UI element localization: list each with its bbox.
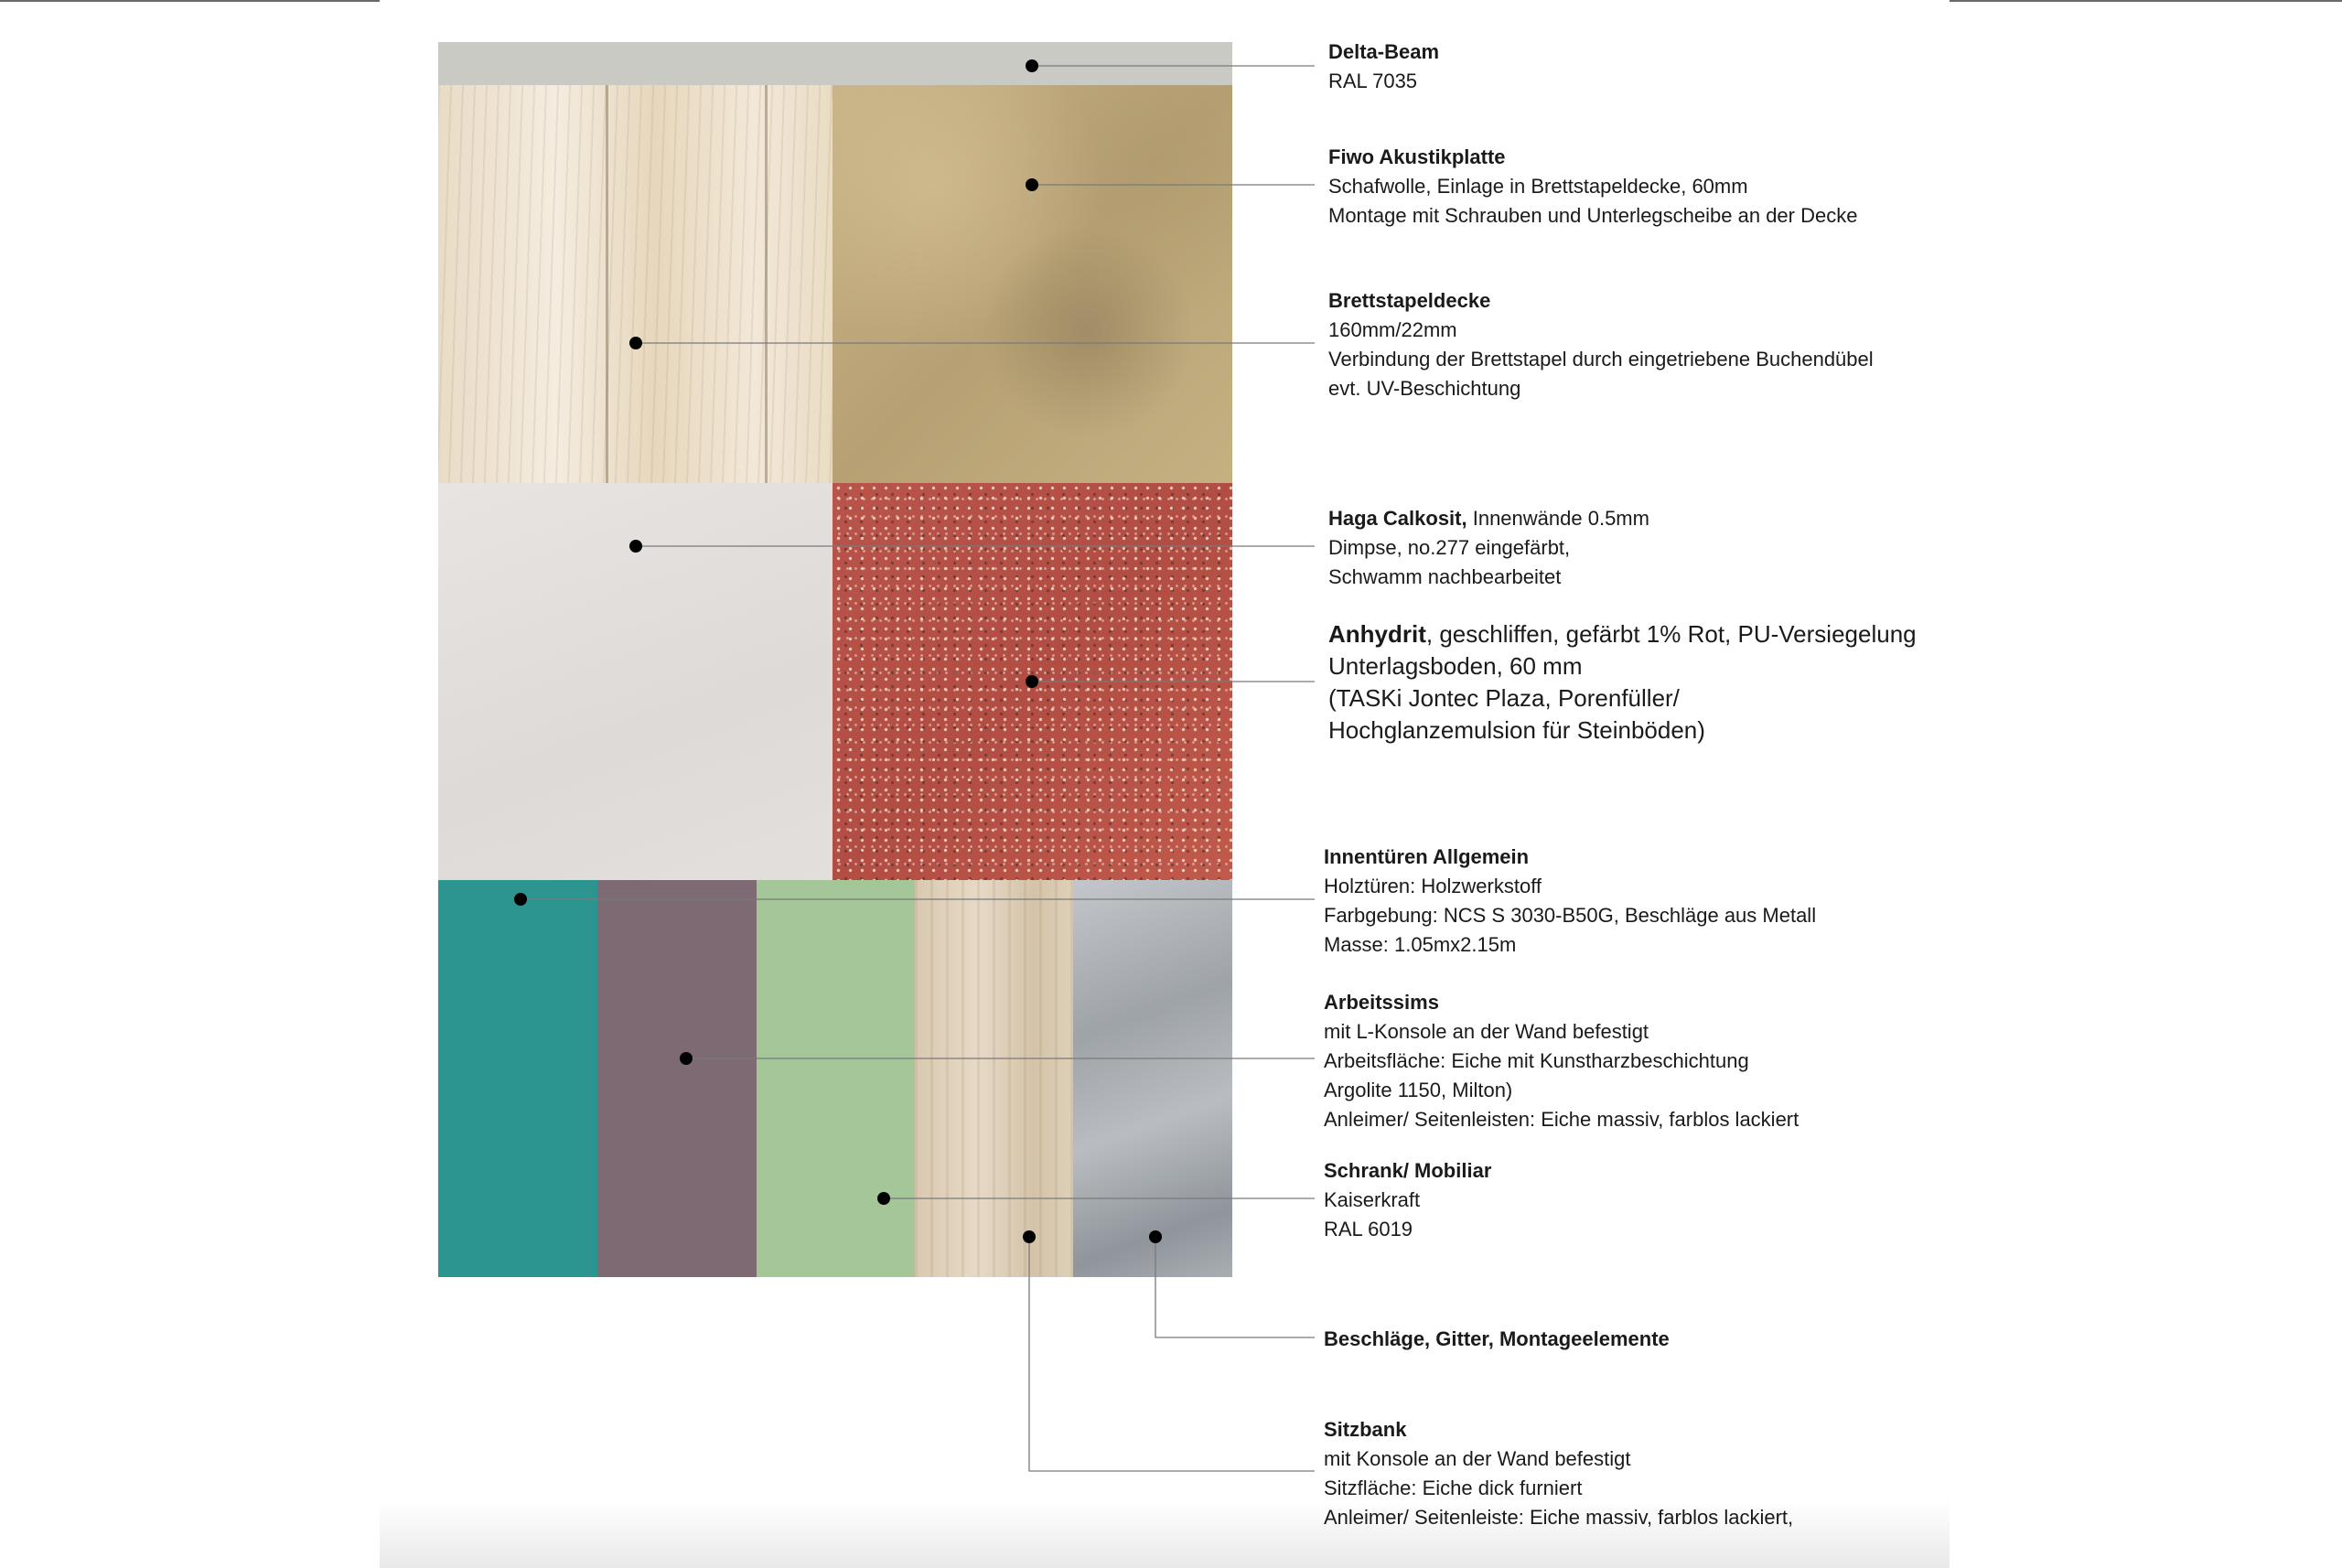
marker-brettstapel xyxy=(629,337,642,349)
marker-anhydrit xyxy=(1026,675,1038,688)
label-line: Dimpse, no.277 eingefärbt, xyxy=(1328,536,1571,559)
label-title: Brettstapeldecke xyxy=(1328,289,1491,312)
label-line: Anleimer/ Seitenleisten: Eiche massiv, farblos lackiert xyxy=(1324,1108,1799,1131)
label-title-rest: Innenwände 0.5mm xyxy=(1466,507,1649,530)
label-title: Haga Calkosit, xyxy=(1328,507,1467,530)
label-title: Delta-Beam xyxy=(1328,40,1440,63)
label-line: Unterlagsboden, 60 mm xyxy=(1328,652,1583,680)
label-title-rest: , geschliffen, gefärbt 1% Rot, PU-Versiegelung xyxy=(1425,620,1917,648)
label-title: Sitzbank xyxy=(1324,1418,1407,1441)
label-line: Farbgebung: NCS S 3030-B50G, Beschläge aus Metall xyxy=(1324,904,1817,927)
marker-sitzbank xyxy=(1023,1230,1036,1243)
label-arbeitssims xyxy=(1324,988,1799,1134)
marker-beschlaege xyxy=(1149,1230,1162,1243)
label-title-row xyxy=(1328,618,1917,650)
label-title: Anhydrit xyxy=(1328,620,1426,648)
marker-fiwo xyxy=(1026,178,1038,191)
label-line: RAL 7035 xyxy=(1328,70,1418,92)
label-line: Holztüren: Holzwerkstoff xyxy=(1324,875,1542,897)
label-line: 160mm/22mm xyxy=(1328,318,1457,341)
label-title: Innentüren Allgemein xyxy=(1324,845,1530,868)
label-line: mit Konsole an der Wand befestigt xyxy=(1324,1447,1631,1470)
leader-beschlaege xyxy=(1155,1237,1315,1337)
label-title-row xyxy=(1328,504,1649,533)
label-line: mit L-Konsole an der Wand befestigt xyxy=(1324,1020,1649,1043)
marker-innentueren xyxy=(514,893,527,906)
label-line: Anleimer/ Seitenleiste: Eiche massiv, farblos lackiert, xyxy=(1324,1506,1794,1529)
label-sitzbank xyxy=(1324,1415,1793,1532)
label-anhydrit xyxy=(1328,618,1917,746)
label-beschlaege xyxy=(1324,1325,1670,1354)
label-innentueren xyxy=(1324,843,1816,960)
label-haga xyxy=(1328,504,1649,592)
marker-delta-beam xyxy=(1026,59,1038,72)
marker-schrank xyxy=(877,1192,890,1205)
label-line: Argolite 1150, Milton) xyxy=(1324,1079,1513,1101)
label-line: Schafwolle, Einlage in Brettstapeldecke, 60mm xyxy=(1328,175,1748,198)
label-fiwo xyxy=(1328,143,1857,231)
leader-sitzbank xyxy=(1029,1237,1315,1471)
label-line: Hochglanzemulsion für Steinböden) xyxy=(1328,716,1705,744)
marker-arbeitssims xyxy=(680,1052,693,1065)
label-title: Schrank/ Mobiliar xyxy=(1324,1159,1492,1182)
label-line: (TASKi Jontec Plaza, Porenfüller/ xyxy=(1328,684,1680,712)
label-line: Schwamm nachbearbeitet xyxy=(1328,565,1562,588)
label-line: Arbeitsfläche: Eiche mit Kunstharzbeschichtung xyxy=(1324,1049,1749,1072)
label-line: Verbindung der Brettstapel durch eingetriebene Buchendübel xyxy=(1328,348,1874,371)
label-title: Fiwo Akustikplatte xyxy=(1328,145,1506,168)
label-title: Arbeitssims xyxy=(1324,991,1439,1014)
label-line: RAL 6019 xyxy=(1324,1218,1413,1240)
label-line: Montage mit Schrauben und Unterlegscheibe an der Decke xyxy=(1328,204,1858,227)
label-line: evt. UV-Beschichtung xyxy=(1328,377,1521,400)
label-brettstapel xyxy=(1328,286,1874,403)
label-line: Masse: 1.05mx2.15m xyxy=(1324,933,1517,956)
label-title: Beschläge, Gitter, Montageelemente xyxy=(1324,1327,1670,1350)
marker-haga xyxy=(629,540,642,553)
label-line: Kaiserkraft xyxy=(1324,1188,1421,1211)
label-schrank xyxy=(1324,1156,1491,1244)
label-line: Sitzfläche: Eiche dick furniert xyxy=(1324,1477,1583,1499)
label-delta-beam xyxy=(1328,38,1439,96)
